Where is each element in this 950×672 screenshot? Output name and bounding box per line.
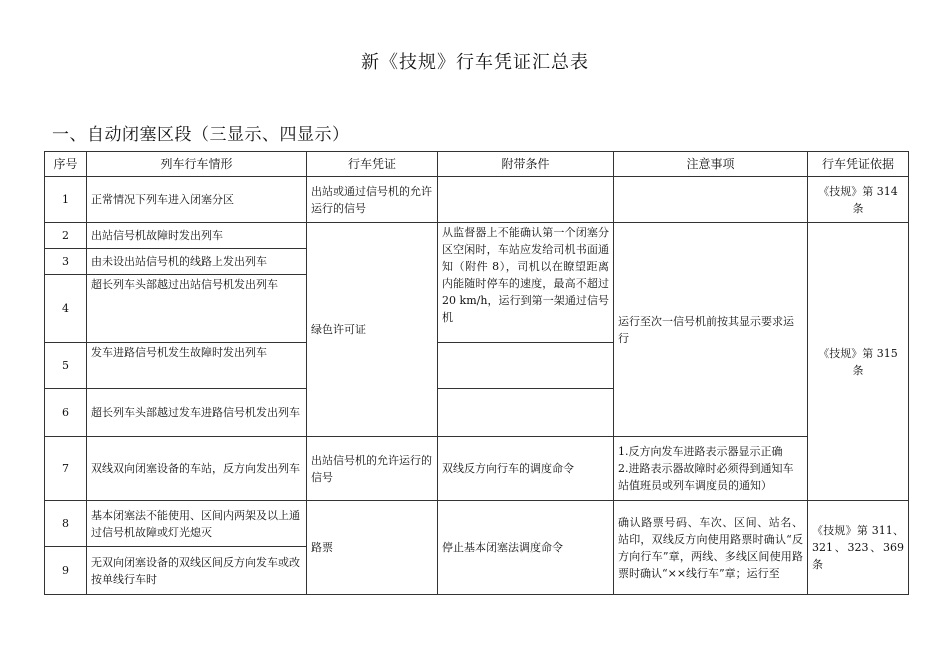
situation-cell: 超长列车头部越过发车进路信号机发出列车 bbox=[87, 389, 307, 437]
table-header-row bbox=[45, 152, 909, 177]
note-cell bbox=[614, 177, 808, 223]
situation-cell: 发车进路信号机发生故障时发出列车 bbox=[87, 343, 307, 389]
column-header: 列车行车情形 bbox=[87, 152, 307, 177]
situation-cell: 正常情况下列车进入闭塞分区 bbox=[87, 177, 307, 223]
situation-cell: 双线双向闭塞设备的车站，反方向发出列车 bbox=[87, 437, 307, 501]
column-header: 行车凭证 bbox=[307, 152, 438, 177]
situation-cell: 基本闭塞法不能使用、区间内两架及以上通过信号机故障或灯光熄灭 bbox=[87, 501, 307, 547]
row-number: 4 bbox=[45, 275, 87, 343]
credential-summary-table bbox=[44, 151, 909, 595]
row-number: 7 bbox=[45, 437, 87, 501]
column-header: 注意事项 bbox=[614, 152, 808, 177]
credential-cell: 出站或通过信号机的允许运行的信号 bbox=[307, 177, 438, 223]
section-heading: 一、自动闭塞区段（三显示、四显示） bbox=[52, 125, 350, 145]
row-number: 8 bbox=[45, 501, 87, 547]
basis-cell: 《技规》第 315 条 bbox=[808, 223, 909, 501]
document-title: 新《技规》行车凭证汇总表 bbox=[361, 52, 589, 73]
condition-cell: 从监督器上不能确认第一个闭塞分区空闲时，车站应发给司机书面通知（附件 8），司机以在瞭望距离内能随时停车的速度，最高不超过 20 km/h，运行到第一架通过信号机 bbox=[438, 223, 614, 343]
condition-cell bbox=[438, 389, 614, 437]
situation-cell: 超长列车头部越过出站信号机发出列车 bbox=[87, 275, 307, 343]
table-row bbox=[45, 501, 909, 547]
situation-cell: 出站信号机故障时发出列车 bbox=[87, 223, 307, 249]
table-row bbox=[45, 177, 909, 223]
row-number: 1 bbox=[45, 177, 87, 223]
basis-cell: 《技规》第 311、321、323、369 条 bbox=[808, 501, 909, 595]
credential-cell: 路票 bbox=[307, 501, 438, 595]
row-number: 9 bbox=[45, 547, 87, 595]
situation-cell: 无双向闭塞设备的双线区间反方向发车或改按单线行车时 bbox=[87, 547, 307, 595]
table-row bbox=[45, 437, 909, 501]
condition-cell: 双线反方向行车的调度命令 bbox=[438, 437, 614, 501]
column-header: 序号 bbox=[45, 152, 87, 177]
basis-cell: 《技规》第 314 条 bbox=[808, 177, 909, 223]
credential-cell: 绿色许可证 bbox=[307, 223, 438, 437]
condition-cell bbox=[438, 177, 614, 223]
condition-cell bbox=[438, 343, 614, 389]
note-cell: 1.反方向发车进路表示器显示正确 2.进路表示器故障时必须得到通知车站值班员或列车调度员的通知） bbox=[614, 437, 808, 501]
situation-cell: 由未设出站信号机的线路上发出列车 bbox=[87, 249, 307, 275]
row-number: 6 bbox=[45, 389, 87, 437]
note-cell: 运行至次一信号机前按其显示要求运行 bbox=[614, 223, 808, 437]
row-number: 3 bbox=[45, 249, 87, 275]
row-number: 5 bbox=[45, 343, 87, 389]
note-cell: 确认路票号码、车次、区间、站名、站印，双线反方向使用路票时确认“反方向行车”章，两线、多线区间使用路票时确认“××线行车”章；运行至 bbox=[614, 501, 808, 595]
credential-cell: 出站信号机的允许运行的信号 bbox=[307, 437, 438, 501]
column-header: 行车凭证依据 bbox=[808, 152, 909, 177]
condition-cell: 停止基本闭塞法调度命令 bbox=[438, 501, 614, 595]
column-header: 附带条件 bbox=[438, 152, 614, 177]
row-number: 2 bbox=[45, 223, 87, 249]
table-row bbox=[45, 223, 909, 249]
